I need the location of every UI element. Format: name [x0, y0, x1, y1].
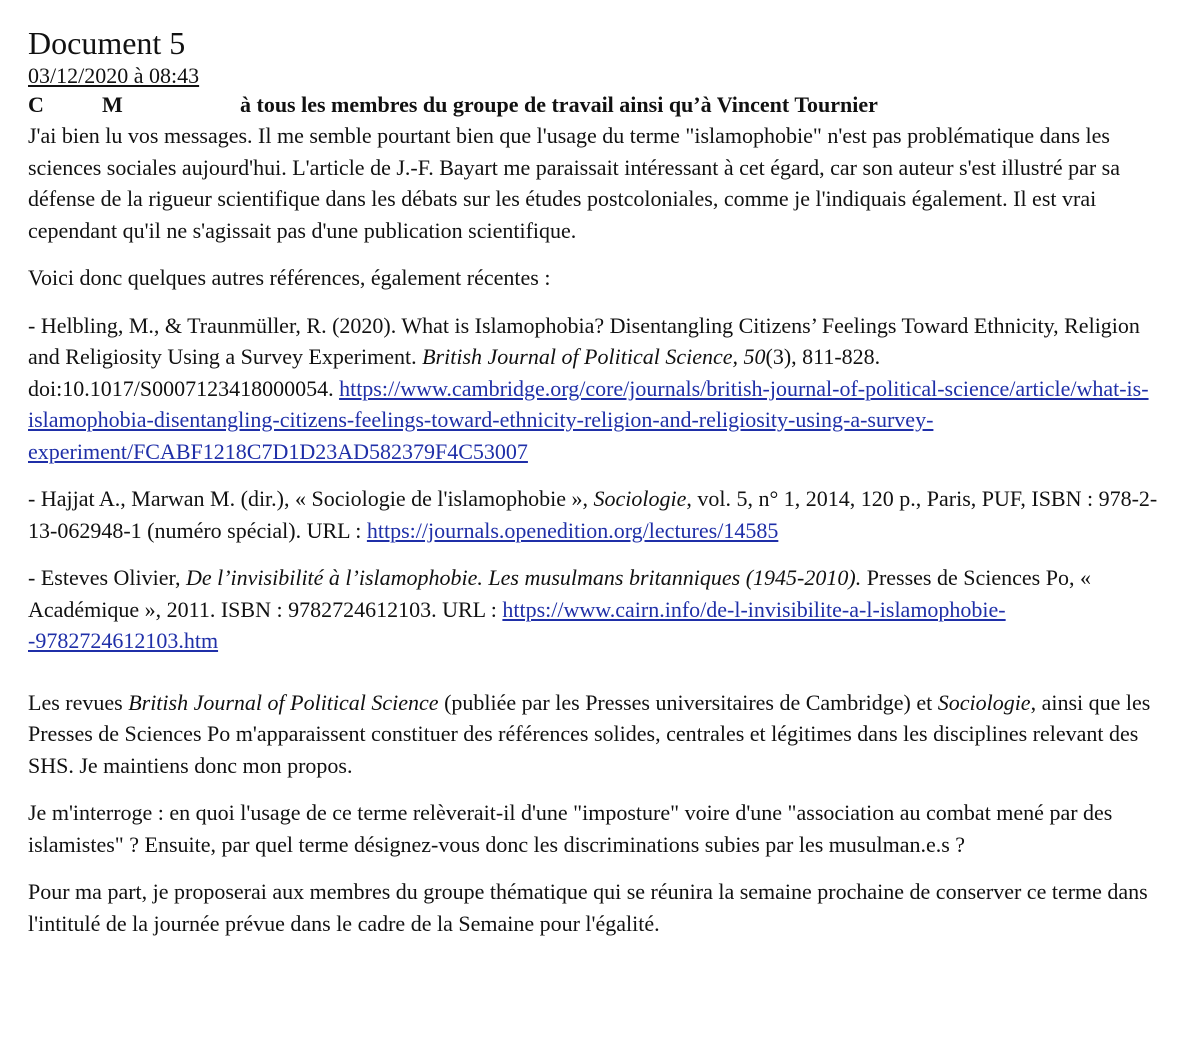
paragraph-intro: J'ai bien lu vos messages. Il me semble pourtant bien que l'usage du terme "islamophobie" n'est pas problématique dans les sciences sociales aujourd'hui. L'article de J.-F. Bayart me paraissait intéressant à cet égard, car son auteur s'est illustré par sa défense de la rigueur scientifique dans les débats sur les études postcoloniales, comme je l'indiquais également. Il est vrai cependant qu'il ne s'agissait pas d'une publication scientifique. — [28, 123, 1121, 243]
text-run: , ainsi que les Presses de Sciences Po m'apparaissent constituer des références solides, centrales et légitimes dans les disciplines relevant des SHS. Je maintiens donc mon propos. — [28, 689, 1151, 778]
reference-details: (3), 811-828. doi:10.1017/S0007123418000054. — [28, 344, 881, 401]
text-run: (publiée par les Presses universitaires de Cambridge) et — [438, 689, 938, 715]
paragraph-references-intro: Voici donc quelques autres références, également récentes : — [28, 265, 551, 290]
paragraph-journals — [28, 687, 1158, 782]
reference-link-cairn[interactable]: https://www.cairn.info/de-l-invisibilite-a-l-islamophobie--9782724612103.htm — [28, 596, 1006, 653]
reference-hajjat — [28, 483, 1158, 546]
sender-initial-c: C — [28, 92, 44, 117]
reference-text: - Esteves Olivier, — [28, 565, 186, 590]
document-title: Document 5 — [28, 25, 186, 61]
message-date: 03/12/2020 à 08:43 — [28, 63, 200, 88]
reference-title: De l’invisibilité à l’islamophobie. Les musulmans britanniques (1945-2010). — [185, 565, 862, 590]
reference-link-cambridge[interactable]: https://www.cambridge.org/core/journals/british-journal-of-political-science/article/what-is-islamophobia-disentangling-citizens-feelings-toward-ethnicity-religion-and-religiosity-using-a-survey-experiment/FCABF1218C7D1D23AD582379F4C53007 — [28, 375, 1149, 464]
reference-helbling — [28, 310, 1158, 468]
message-header — [28, 90, 1158, 120]
reference-details: Presses de Sciences Po, « Académique », 2011. ISBN : 9782724612103. URL : — [28, 565, 1091, 622]
recipients-line: à tous les membres du groupe de travail ainsi qu’à Vincent Tournier — [240, 92, 878, 117]
document-page — [28, 24, 1158, 939]
journal-name: British Journal of Political Science — [128, 689, 439, 715]
sender-initial-m: M — [102, 92, 123, 117]
journal-name: Sociologie — [937, 689, 1031, 715]
reference-details: , vol. 5, n° 1, 2014, 120 p., Paris, PUF, ISBN : 978-2-13-062948-1 (numéro spécial). URL : — [28, 486, 1158, 543]
paragraph-question: Je m'interroge : en quoi l'usage de ce terme relèverait-il d'une "imposture" voire d'une "association au combat mené par des islamistes" ? Ensuite, par quel terme désignez-vous donc les discriminations subies par les musulman.e.s ? — [28, 800, 1113, 857]
reference-link-openedition[interactable]: https://journals.openedition.org/lectures/14585 — [366, 517, 779, 543]
text-run: Les revues — [28, 689, 129, 715]
reference-text: - Helbling, M., & Traunmüller, R. (2020). What is Islamophobia? Disentangling Citizens’ Feelings Toward Ethnicity, Religion and Religiosity Using a Survey Experiment. — [28, 312, 1140, 369]
reference-esteves — [28, 562, 1158, 657]
reference-journal: British Journal of Political Science, 50 — [422, 344, 766, 369]
reference-text: - Hajjat A., Marwan M. (dir.), « Sociologie de l'islamophobie », — [28, 486, 594, 511]
reference-journal: Sociologie — [593, 486, 687, 511]
paragraph-proposal: Pour ma part, je proposerai aux membres du groupe thématique qui se réunira la semaine prochaine de conserver ce terme dans l'intitulé de la journée prévue dans le cadre de la Semaine pour l'égalité. — [28, 879, 1148, 936]
